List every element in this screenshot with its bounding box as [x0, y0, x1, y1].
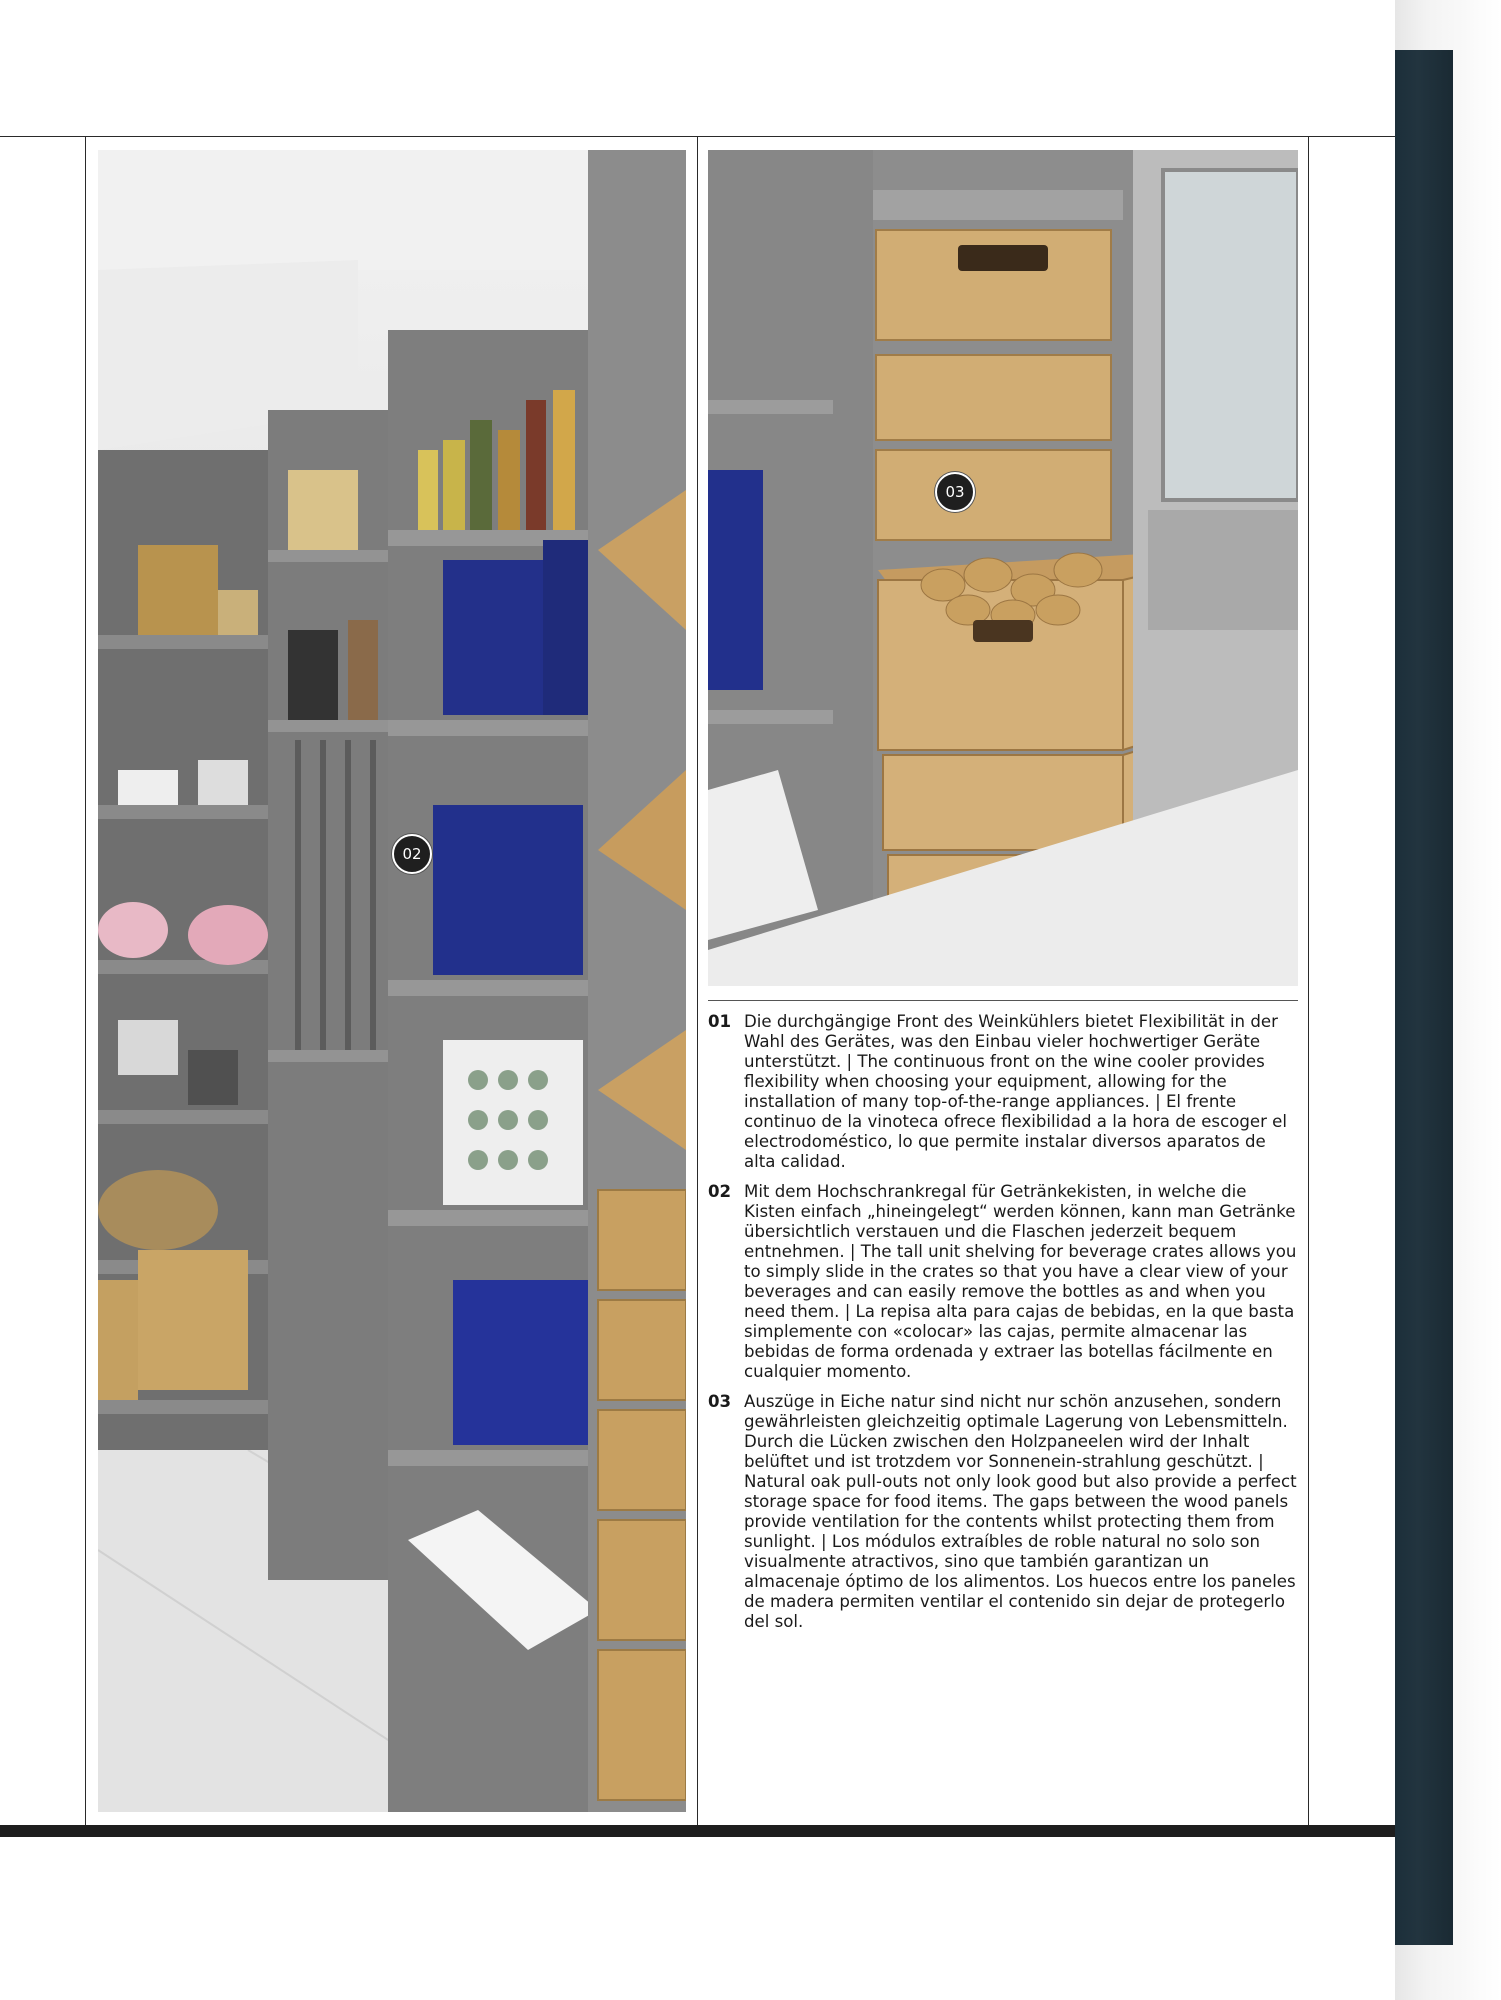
- photo-badge-03: 03: [935, 472, 975, 512]
- caption-text: Mit dem Hochschrankregal für Getränkekisten, in welche die Kisten einfach „hineingelegt“ werden können, kann man Getränke übersichtlich verstauen und die Flaschen jederzeit bequem entnehmen. | The tall unit shelving for beverage crates allows you to simply slide in the crates so that you have a clear view of your beverages and can easily remove the bottles as and when you need them. | La repisa alta para cajas de bebidas, en la que basta simplemente con «colocar» las cajas, permite almacenar las bebidas de forma ordenada y extraer las botellas fácilmente en cualquier momento.: [744, 1182, 1297, 1381]
- caption-item: [708, 1182, 1298, 1382]
- photo-badge-02: 02: [392, 834, 432, 874]
- crates-illustration: [708, 150, 1298, 986]
- right-rule: [1308, 136, 1309, 1826]
- caption-rule: [708, 1000, 1298, 1001]
- oak-crates-photo: [708, 150, 1298, 986]
- center-rule: [697, 136, 698, 1826]
- caption-item: [708, 1392, 1298, 1632]
- caption-text: Auszüge in Eiche natur sind nicht nur schön anzusehen, sondern gewährleisten gleichzeitig optimale Lagerung von Lebensmitteln. Durch die Lücken zwischen den Holzpaneelen wird der Inhalt belüftet und ist trotzdem vor Sonnenein-strahlung geschützt. | Natural oak pull-outs not only look good but also provide a perfect storage space for food items. The gaps between the wood panels provide ventilation for the contents whilst protecting them from sunlight. | Los módulos extraíbles de roble natural no solo son visualmente atractivos, sino que también garantizan un almacenaje óptimo de los alimentos. Los huecos entre los paneles de madera permiten ventilar el contenido sin dejar de protegerlo del sol.: [744, 1392, 1297, 1631]
- left-rule: [85, 136, 86, 1826]
- caption-text: Die durchgängige Front des Weinkühlers bietet Flexibilität in der Wahl des Gerätes, was den Einbau vieler hochwertiger Geräte unterstützt. | The continuous front on the wine cooler provides flexibility when choosing your equipment, allowing for the installation of many top-of-the-range appliances. | El frente continuo de la vinoteca ofrece flexibilidad a la hora de escoger el electrodoméstico, lo que permite instalar diversos aparatos de alta calidad.: [744, 1012, 1287, 1171]
- caption-number: 03: [708, 1392, 732, 1411]
- caption-item: [708, 1012, 1298, 1172]
- caption-number: 01: [708, 1012, 732, 1031]
- pantry-illustration: [98, 150, 686, 1812]
- captions-block: [708, 1012, 1298, 1642]
- pantry-shelving-photo: [98, 150, 686, 1812]
- cover-edge: [1395, 50, 1453, 1945]
- bottom-bar: [0, 1825, 1395, 1837]
- caption-number: 02: [708, 1182, 732, 1201]
